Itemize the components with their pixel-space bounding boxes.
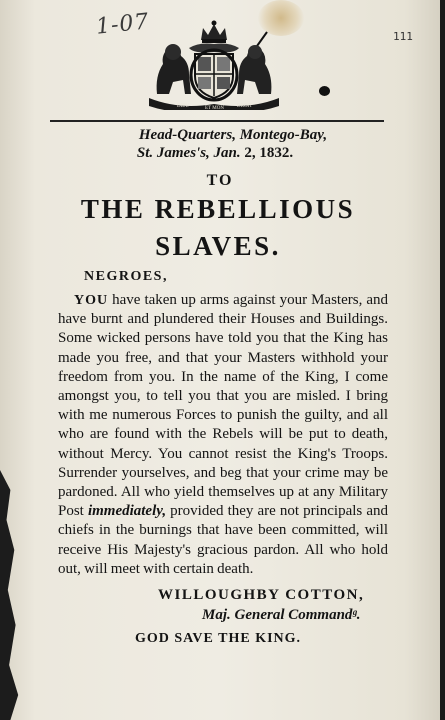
- royal-coat-of-arms: [139, 18, 289, 110]
- header-date: 2, 1832.: [244, 145, 294, 161]
- closing-line: GOD SAVE THE KING.: [134, 631, 302, 646]
- salutation: NEGROES,: [84, 269, 168, 284]
- signature-rank: Maj. General Commandᵍ.: [202, 607, 361, 623]
- header-location: Head-Quarters, Montego-Bay,: [138, 127, 328, 143]
- motto-left: DIEU: [177, 104, 189, 109]
- proclamation-body: [58, 291, 388, 579]
- lion-icon: [157, 44, 191, 94]
- shield-icon: [195, 54, 233, 98]
- body-text-part-1: have taken up arms against your Masters, and have burnt and plundered their Houses and Buildings. Some wicked persons have told you that the King has made you free, and that your Masters withhold your freedom from you. In the name of the King, I come amongst you, to tell you that you are misled. I bring with me numerous Forces to punish the guilty, and all who are found with the Rebels will be put to death, without Mercy. You cannot resist the King's Troops. Surrender yourselves, and beg that your crime may be pardoned. All who yield themselves up at any Military Post: [58, 292, 388, 520]
- motto-right: DROIT: [237, 104, 253, 109]
- motto-center: ET MON: [205, 106, 224, 110]
- handwritten-note: 1-07: [94, 9, 151, 40]
- header-block: [0, 127, 440, 162]
- body-emphasis: immediately,: [87, 503, 167, 520]
- header-rule: [50, 120, 384, 122]
- to-line: TO: [206, 172, 234, 189]
- body-text-part-2: provided they are not principals and chiefs in the burnings that have been committed, will receive His Majesty's gracious pardon. All who hold out, will meet with certain death.: [58, 503, 388, 577]
- title-line-2: SLAVES.: [155, 231, 281, 261]
- unicorn-icon: [237, 32, 271, 94]
- ink-blot: [319, 86, 330, 96]
- crown-icon: [201, 21, 227, 44]
- title-line-1: THE REBELLIOUS: [80, 194, 356, 224]
- header-date-line: [0, 145, 440, 162]
- page-number: 111: [393, 30, 413, 43]
- signature-name: WILLOUGHBY COTTON,: [158, 587, 365, 603]
- body-lead-word: YOU: [74, 293, 109, 308]
- header-place: St. James's, Jan.: [136, 145, 241, 161]
